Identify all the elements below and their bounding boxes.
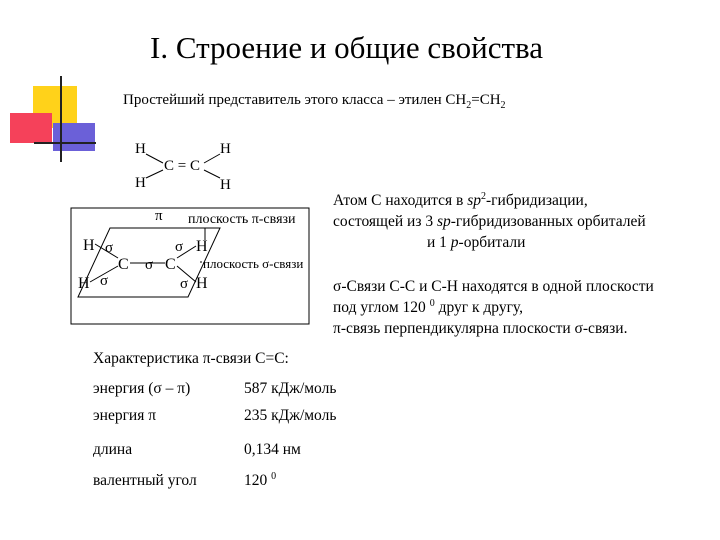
scheme-h-1: H: [83, 237, 95, 254]
bonds-line-2: [333, 297, 654, 318]
bonds-l2-sup: 0: [429, 297, 435, 309]
formula-h-top-left: H: [135, 141, 146, 157]
subtitle-mid: =CH: [471, 92, 501, 108]
pi-symbol: π: [155, 208, 163, 224]
decor-red-square: [10, 113, 52, 143]
char-value-4-sup: 0: [271, 470, 277, 482]
hybrid-l1-it: sp: [467, 192, 481, 209]
hybrid-l1-pre: Атом С находится в: [333, 192, 468, 209]
scheme-h-4: H: [196, 275, 208, 292]
bond-br: [204, 170, 220, 178]
hybrid-l1-post: -гибридизации,: [486, 192, 588, 209]
hybrid-l3-post: -орбитали: [458, 234, 526, 251]
hybridization-text: [333, 190, 646, 253]
char-value-4-num: 120: [244, 472, 272, 489]
scheme-h-3: H: [78, 275, 90, 292]
subtitle-sub1: 2: [466, 100, 472, 111]
characteristics-header: Характеристика π-связи С=С:: [93, 350, 289, 367]
hybrid-line-3: [333, 232, 646, 253]
char-value-1: 587 кДж/моль: [244, 380, 337, 397]
hybrid-line-2: [333, 211, 646, 232]
hybrid-l2-pre: состоящей из 3: [333, 213, 437, 230]
hybrid-l1-sup: 2: [481, 190, 486, 202]
scheme-sigma-1: σ: [105, 240, 114, 256]
hybrid-line-1: [333, 190, 646, 211]
bond-bl: [146, 170, 163, 178]
scheme-sigma-2: σ: [175, 239, 184, 255]
char-value-2: 235 кДж/моль: [244, 407, 337, 424]
bonds-l2-pre: под углом 120: [333, 299, 430, 316]
subtitle-sub2: 2: [500, 100, 506, 111]
pi-plane-label: плоскость π-связи: [188, 212, 296, 227]
char-label-4: валентный угол: [93, 472, 197, 489]
slide-title: I. Строение и общие свойства: [150, 30, 543, 65]
char-label-3: длина: [93, 441, 133, 458]
bond-tr: [204, 154, 220, 163]
hybrid-l3-pre: и 1: [427, 234, 451, 251]
char-value-3: 0,134 нм: [244, 441, 301, 458]
hybrid-l2-it: sp: [436, 213, 451, 230]
ethylene-diagram: [70, 140, 330, 340]
decor-vertical-line: [60, 76, 62, 162]
subtitle: [123, 92, 506, 109]
scheme-sigma-4: σ: [100, 273, 109, 289]
formula-h-top-right: H: [220, 141, 231, 157]
formula-h-bottom-left: H: [135, 175, 146, 191]
scheme-sigma-3: σ: [145, 257, 154, 273]
char-label-2: энергия π: [93, 407, 157, 424]
sigma-plane-label: плоскость σ-связи: [203, 256, 304, 271]
bonds-line-1: σ-Связи С-С и С-Н находятся в одной плоскости: [333, 278, 654, 295]
scheme-c-2: C: [165, 256, 176, 273]
scheme-h-2: H: [196, 238, 208, 255]
hybrid-l2-post: -гибридизованных орбиталей: [450, 213, 646, 230]
char-label-1: энергия (σ – π): [93, 380, 191, 397]
bonds-text: [333, 276, 654, 339]
hybrid-l3-it: p: [450, 234, 459, 251]
char-value-4: [244, 472, 276, 490]
subtitle-text: Простейший представитель этого класса – этилен CH: [123, 92, 467, 108]
formula-h-bottom-right: H: [220, 177, 231, 193]
bonds-l2-post: друг к другу,: [434, 299, 523, 316]
bond-tl: [146, 154, 163, 163]
bonds-line-3: π-связь перпендикулярна плоскости σ-связи.: [333, 320, 628, 337]
scheme-sigma-5: σ: [180, 276, 189, 292]
formula-cc: C = C: [164, 158, 200, 174]
scheme-c-1: C: [118, 256, 129, 273]
